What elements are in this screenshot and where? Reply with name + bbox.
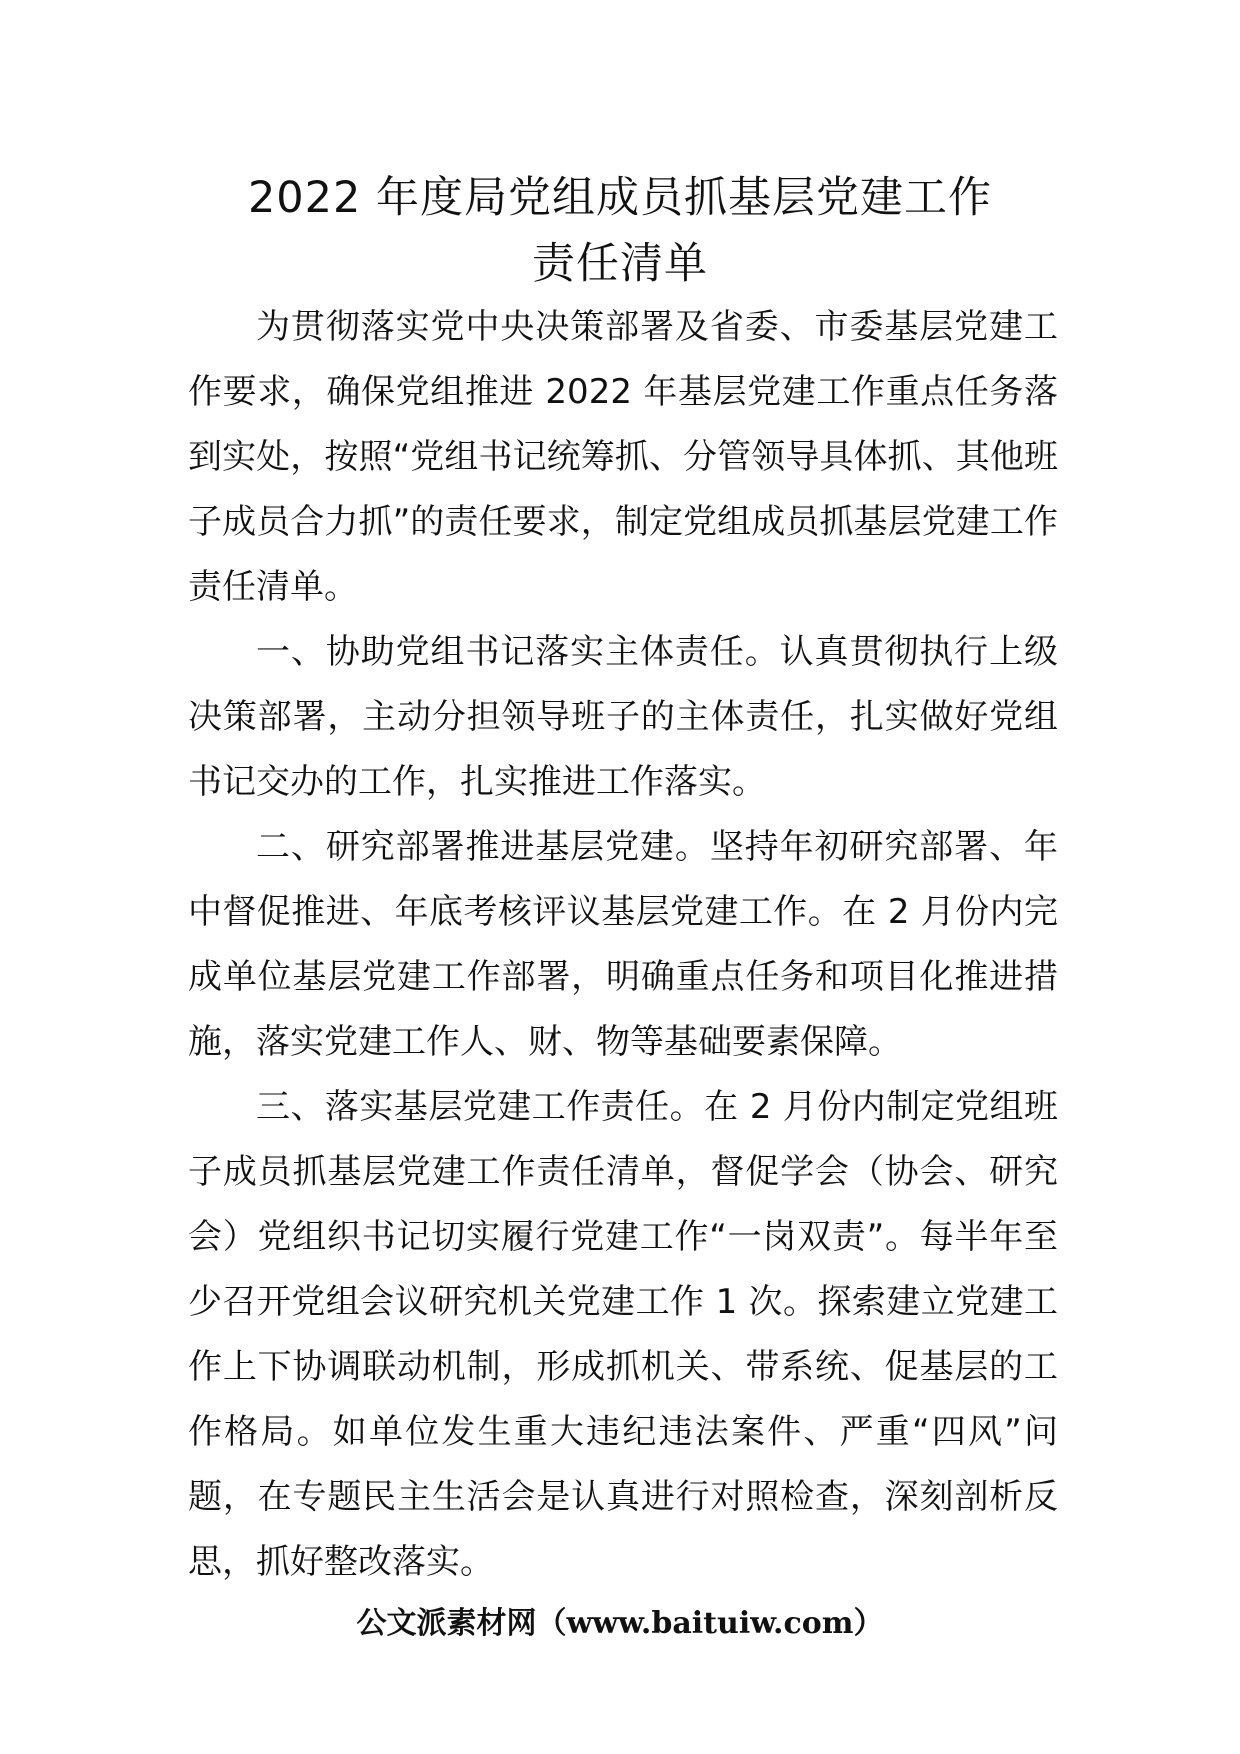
- document-body: [188, 295, 1058, 1595]
- document-title-line-1: 2022 年度局党组成员抓基层党建工作: [247, 173, 993, 223]
- paragraph-section-3: 三、落实基层党建工作责任。在 2 月份内制定党组班子成员抓基层党建工作责任清单，督促学会（协会、研究会）党组织书记切实履行党建工作“一岗双责”。每半年至少召开党组会议研究机关党建工作 1 次。探索建立党建工作上下协调联动机制，形成抓机关、带系统、促基层的工作格局。如单位发生重大违纪违法案件、严重“四风”问题，在专题民主生活会是认真进行对照检查，深刻剖析反思，抓好整改落实。: [188, 1087, 1058, 1582]
- paragraph-section-1: 一、协助党组书记落实主体责任。认真贯彻执行上级决策部署，主动分担领导班子的主体责任，扎实做好党组书记交办的工作，扎实推进工作落实。: [188, 632, 1058, 802]
- document-title-line-2: 责任清单: [532, 239, 708, 289]
- source-footer: 公文派素材网（www.baituiw.com）: [356, 1606, 884, 1641]
- paragraph-intro: 为贯彻落实党中央决策部署及省委、市委基层党建工作要求，确保党组推进 2022 年基层党建工作重点任务落到实处，按照“党组书记统筹抓、分管领导具体抓、其他班子成员合力抓”的责任要求，制定党组成员抓基层党建工作责任清单。: [188, 307, 1058, 607]
- paragraph-section-2: 二、研究部署推进基层党建。坚持年初研究部署、年中督促推进、年底考核评议基层党建工作。在 2 月份内完成单位基层党建工作部署，明确重点任务和项目化推进措施，落实党建工作人、财、物等基础要素保障。: [188, 827, 1058, 1062]
